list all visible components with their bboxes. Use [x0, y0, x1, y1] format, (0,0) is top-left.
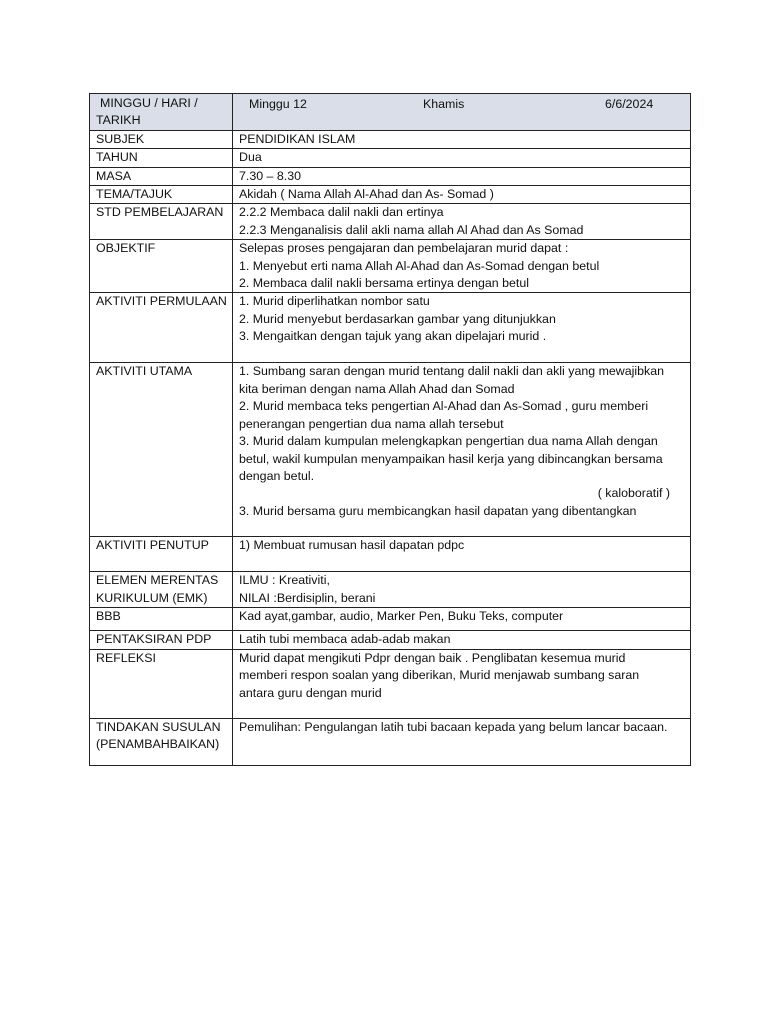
day-value: Khamis	[423, 97, 465, 111]
row-label: STD PEMBELAJARAN	[90, 204, 233, 240]
row-label: TAHUN	[90, 149, 233, 167]
table-row	[90, 572, 691, 608]
row-label: TINDAKAN SUSULAN (PENAMBAHBAIKAN)	[90, 718, 233, 765]
row-value: Murid dapat mengikuti Pdpr dengan baik . Penglibatan kesemua murid memberi respon soalan yang diberikan, Murid menjawab sumbang saran antara guru dengan murid	[233, 649, 691, 718]
row-label: OBJEKTIF	[90, 240, 233, 293]
row-label: BBB	[90, 608, 233, 631]
lesson-plan-table	[89, 93, 691, 766]
row-value: Kad ayat,gambar, audio, Marker Pen, Buku Teks, computer	[233, 608, 691, 631]
header-label-cell	[90, 94, 233, 131]
row-label: AKTIVITI PERMULAAN	[90, 293, 233, 363]
row-value: Dua	[233, 149, 691, 167]
table-row	[90, 149, 691, 167]
row-label: REFLEKSI	[90, 649, 233, 718]
row-value: 2.2.2 Membaca dalil nakli dan ertinya 2.2.3 Menganalisis dalil akli nama allah Al Ahad dan As Somad	[233, 204, 691, 240]
row-value: 7.30 – 8.30	[233, 167, 691, 185]
row-label: AKTIVITI UTAMA	[90, 363, 233, 537]
week-value: Minggu 12	[249, 97, 307, 111]
table-row	[90, 631, 691, 649]
row-value: Akidah ( Nama Allah Al-Ahad dan As- Somad )	[233, 186, 691, 204]
table-row	[90, 204, 691, 240]
row-value: Selepas proses pengajaran dan pembelajaran murid dapat : 1. Menyebut erti nama Allah Al-Ahad dan As-Somad dengan betul 2. Membaca dalil nakli bersama ertinya dengan betul	[233, 240, 691, 293]
header-row	[90, 94, 691, 131]
row-value: Latih tubi membaca adab-adab makan	[233, 631, 691, 649]
table-row	[90, 293, 691, 363]
collaborative-note: ( kaloboratif )	[597, 486, 670, 501]
row-label: PENTAKSIRAN PDP	[90, 631, 233, 649]
table-row	[90, 363, 691, 537]
header-label-line-1: MINGGU / HARI /	[100, 96, 198, 110]
row-value: Pemulihan: Pengulangan latih tubi bacaan kepada yang belum lancar bacaan.	[233, 718, 691, 765]
table-row	[90, 186, 691, 204]
header-value-cell	[233, 94, 691, 131]
row-value: 1. Sumbang saran dengan murid tentang dalil nakli dan akli yang mewajibkan kita beriman dengan nama Allah Ahad dan Somad 2. Murid membaca teks pengertian Al-Ahad dan As-Somad , guru memberi penerangan pengertian dua nama allah tersebut 3. Murid dalam kumpulan melengkapkan pengertian dua nama Allah dengan betul, wakil kumpulan menyampaikan hasil kerja yang dibincangkan bersama dengan betul. ( kaloboratif ) 3. Murid bersama guru membicangkan hasil dapatan yang dibentangkan	[233, 363, 691, 537]
row-value: ILMU : Kreativiti, NILAI :Berdisiplin, berani	[233, 572, 691, 608]
date-value: 6/6/2024	[605, 97, 654, 111]
row-value: 1) Membuat rumusan hasil dapatan pdpc	[233, 537, 691, 572]
row-label: AKTIVITI PENUTUP	[90, 537, 233, 572]
row-value: 1. Murid diperlihatkan nombor satu 2. Murid menyebut berdasarkan gambar yang ditunjukkan 3. Mengaitkan dengan tajuk yang akan dipelajari murid .	[233, 293, 691, 363]
table-row	[90, 130, 691, 148]
table-row	[90, 167, 691, 185]
table-row	[90, 240, 691, 293]
table-row	[90, 718, 691, 765]
table-row	[90, 608, 691, 631]
row-label: ELEMEN MERENTAS KURIKULUM (EMK)	[90, 572, 233, 608]
row-label: TEMA/TAJUK	[90, 186, 233, 204]
header-label-line-2: TARIKH	[96, 113, 141, 128]
row-label: SUBJEK	[90, 130, 233, 148]
row-value: PENDIDIKAN ISLAM	[233, 130, 691, 148]
table-row	[90, 537, 691, 572]
table-row	[90, 649, 691, 718]
row-label: MASA	[90, 167, 233, 185]
